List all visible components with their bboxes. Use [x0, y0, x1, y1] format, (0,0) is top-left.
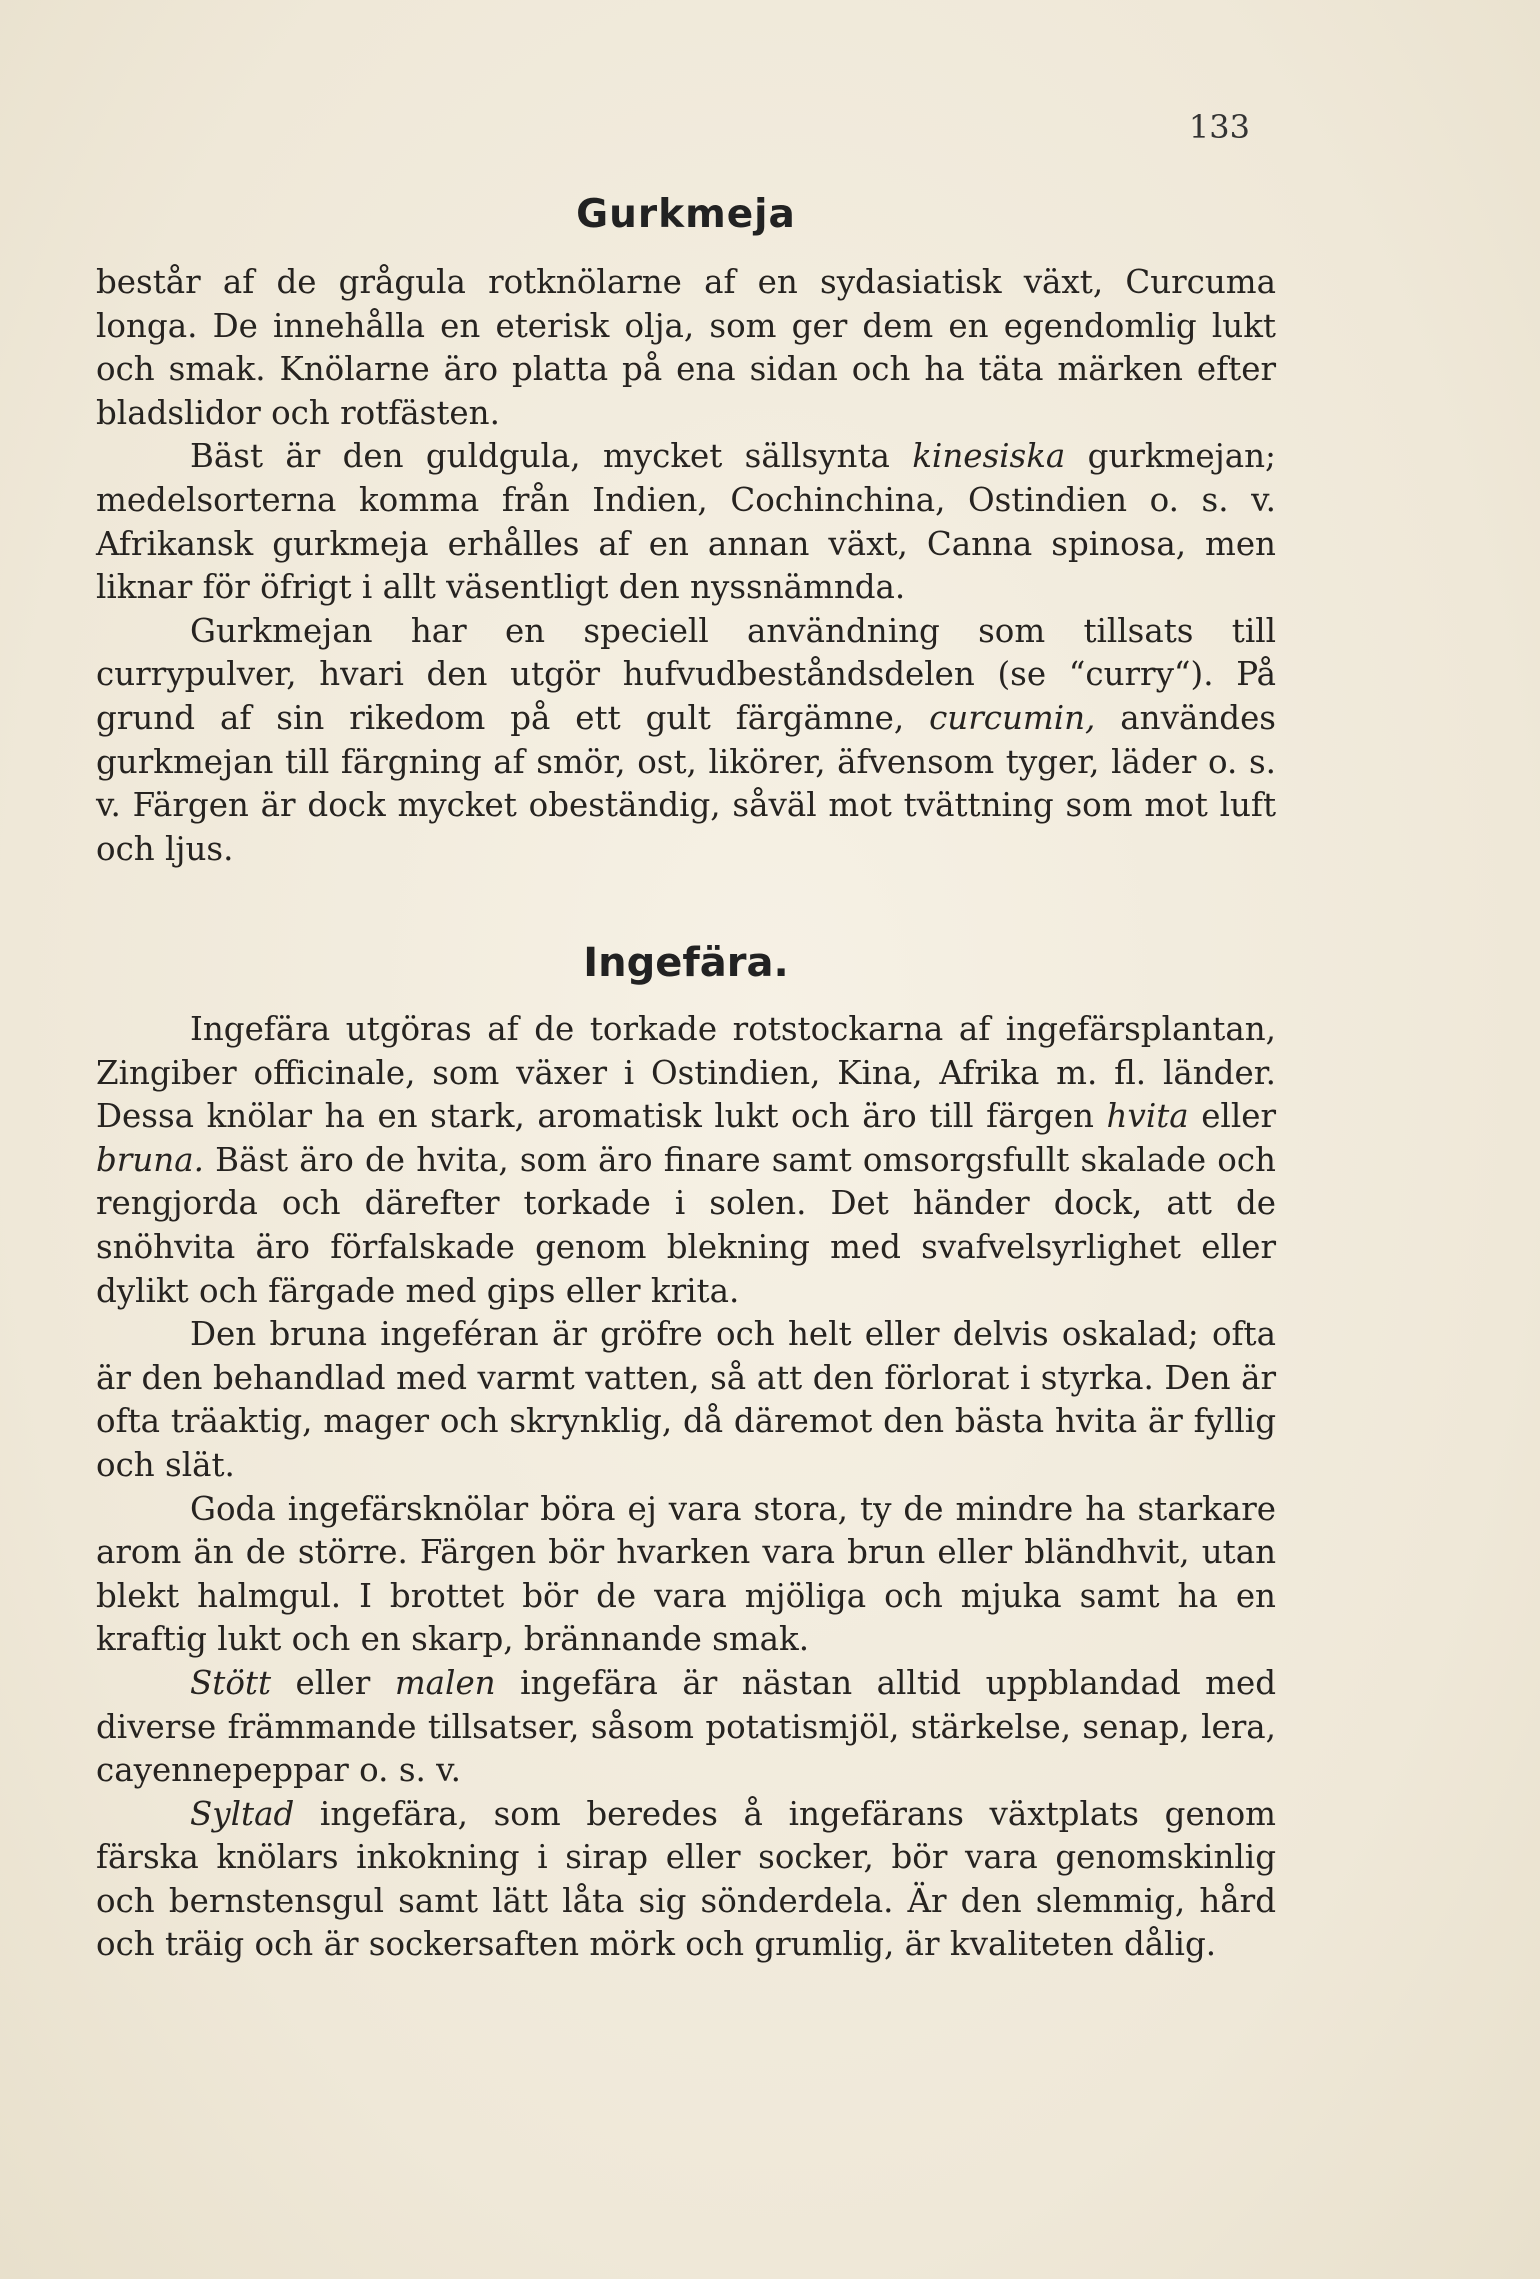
paragraph: Ingefära utgöras af de torkade rotstockarna af ingefärsplantan, Zingiber officinale, som växer i Ostindien, Kina, Afrika m. fl. länder. Dessa knölar ha en stark, aromatisk lukt och äro till färgen hvita eller bruna. Bäst äro de hvita, som äro finare samt omsorgsfullt skalade och rengjorda och därefter torkade i solen. Det händer dock, att de snöhvita äro förfalskade genom blekning med svafvelsyrlighet eller dylikt och färgade med gips eller krita. — [96, 1010, 1276, 1310]
paragraph: Gurkmejan har en speciell användning som tillsats till currypulver, hvari den utgör hufvudbeståndsdelen (se “curry“). På grund af sin rikedom på ett gult färgämne, curcumin, användes gurkmejan till färgning af smör, ost, likörer, äfvensom tyger, läder o. s. v. Färgen är dock mycket obeständig, såväl mot tvättning som mot luft och ljus. — [96, 611, 1276, 868]
italic-term: Stött — [190, 1663, 272, 1702]
paragraph: Syltad ingefära, som beredes å ingefärans växtplats genom färska knölars inkokning i sirap eller socker, bör vara genomskinlig och bernstensgul samt lätt låta sig sönderdela. Är den slemmig, hård och träig och är sockersaften mörk och grumlig, är kvaliteten dålig. — [96, 1794, 1276, 1964]
section-gurkmeja-body — [96, 261, 1276, 871]
italic-term: hvita — [1106, 1097, 1189, 1136]
italic-term: bruna. — [96, 1140, 204, 1179]
section-heading-gurkmeja: Gurkmeja — [576, 192, 796, 237]
page-number: 133 — [1188, 108, 1250, 146]
paragraph: Stött eller malen ingefära är nästan alltid uppblandad med diverse främmande tillsatser, såsom potatismjöl, stärkelse, senap, lera, cayennepeppar o. s. v. — [96, 1663, 1277, 1790]
paragraph: Den bruna ingeféran är gröfre och helt eller delvis oskalad; ofta är den behandlad med varmt vatten, så att den förlorat i styrka. Den är ofta träaktig, mager och skrynklig, då däremot den bästa hvita är fyllig och slät. — [96, 1315, 1276, 1484]
italic-term: kinesiska — [912, 437, 1066, 476]
italic-term: curcumin, — [929, 698, 1096, 737]
italic-term: malen — [394, 1663, 496, 1702]
section-heading-ingefara: Ingefära. — [583, 940, 789, 986]
paragraph: består af de grågula rotknölarne af en sydasiatisk växt, Curcuma longa. De innehålla en eterisk olja, som ger dem en egendomlig lukt och smak. Knölarne äro platta på ena sidan och ha täta märken efter bladslidor och rotfästen. — [96, 263, 1276, 432]
paragraph: Goda ingefärsknölar böra ej vara stora, ty de mindre ha starkare arom än de större. Färgen bör hvarken vara brun eller bländhvit, utan blekt halmgul. I brottet bör de vara mjöliga och mjuka samt ha en kraftig lukt och en skarp, brännande smak. — [96, 1489, 1276, 1659]
paragraph: Bäst är den guldgula, mycket sällsynta kinesiska gurkmejan; medelsorterna komma från Indien, Cochinchina, Ostindien o. s. v. Afrikansk gurkmeja erhålles af en annan växt, Canna spinosa, men liknar för öfrigt i allt väsentligt den nyssnämnda. — [96, 437, 1276, 607]
section-ingefara-body — [96, 1008, 1276, 1967]
italic-term: Syltad — [190, 1794, 295, 1833]
